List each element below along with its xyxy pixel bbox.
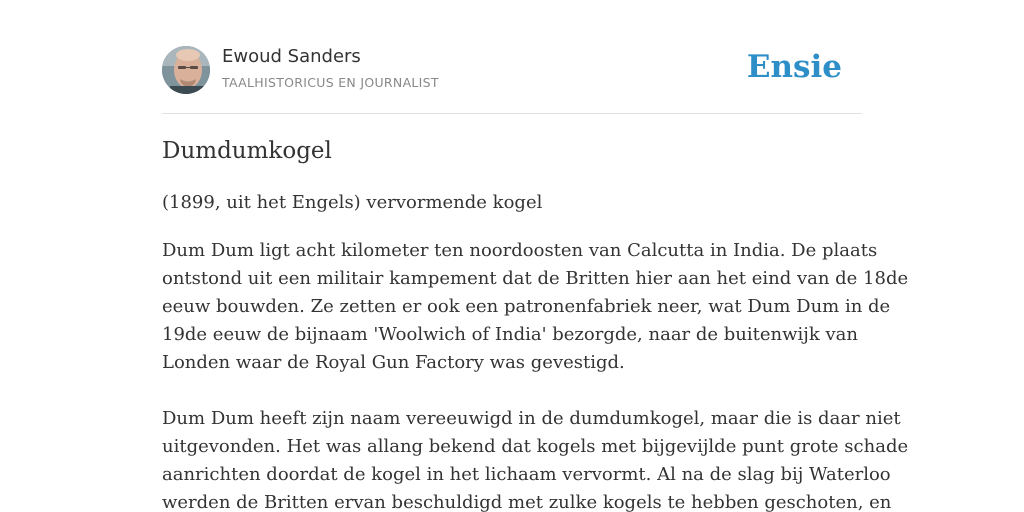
header-divider [162, 113, 862, 114]
body-line: Londen waar de Royal Gun Factory was gevestigd. [162, 352, 625, 373]
body-line: Dum Dum heeft zijn naam vereeuwigd in de dumdumkogel, maar die is daar niet [162, 408, 901, 429]
body-line: ontstond uit een militair kampement dat de Britten hier aan het eind van de 18de [162, 268, 909, 289]
paragraph-gap [162, 377, 882, 405]
ensie-logo[interactable]: Ensie [746, 49, 842, 85]
body-line: werden de Britten ervan beschuldigd met zulke kogels te hebben geschoten, en [162, 492, 892, 512]
author-role: TAALHISTORICUS EN JOURNALIST [222, 75, 439, 90]
body-line: uitgevonden. Het was allang bekend dat kogels met bijgevijlde punt grote schade [162, 436, 909, 457]
author-header [162, 46, 862, 96]
body-line: Dum Dum ligt acht kilometer ten noordoosten van Calcutta in India. De plaats [162, 240, 878, 261]
body-line: eeuw bouwden. Ze zetten er ook een patronenfabriek neer, wat Dum Dum in de [162, 296, 891, 317]
avatar-portrait-image [162, 46, 210, 94]
article-body [162, 237, 909, 512]
body-line: 19de eeuw de bijnaam 'Woolwich of India' bezorgde, naar de buitenwijk van [162, 324, 858, 345]
article-summary: (1899, uit het Engels) vervormende kogel [162, 192, 543, 213]
author-name[interactable]: Ewoud Sanders [222, 46, 361, 67]
article-title: Dumdumkogel [162, 138, 332, 164]
body-line: aanrichten doordat de kogel in het lichaam vervormt. Al na de slag bij Waterloo [162, 464, 891, 485]
author-avatar[interactable] [162, 46, 210, 94]
